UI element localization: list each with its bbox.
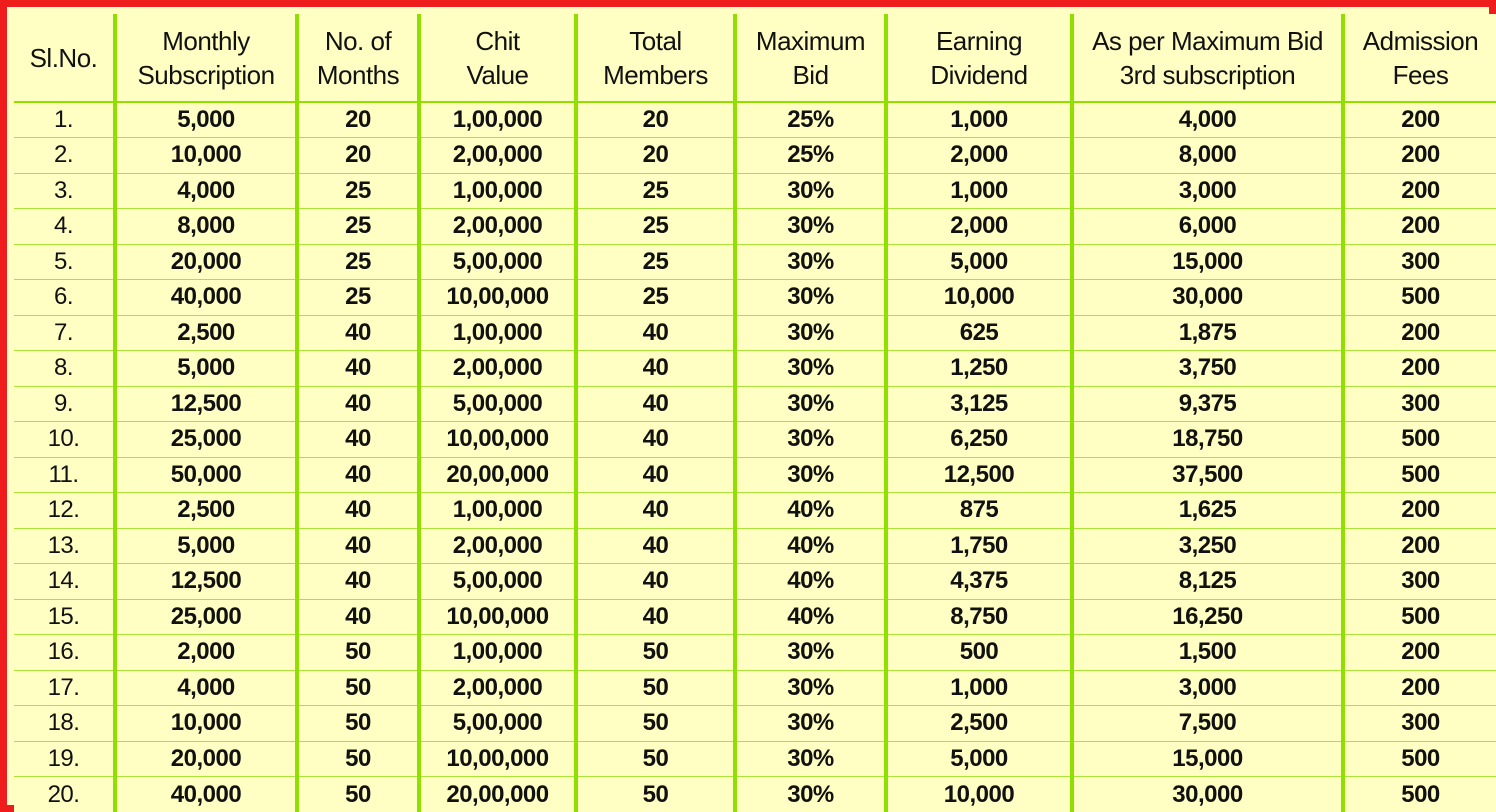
cell-total-members: 50: [576, 670, 735, 706]
table-row: [14, 386, 1496, 422]
cell-third-subscription: 1,500: [1072, 635, 1343, 671]
cell-third-subscription: 3,000: [1072, 173, 1343, 209]
cell-monthly-subscription: 25,000: [115, 422, 297, 458]
header-label: Months: [316, 59, 400, 90]
cell-no-of-months: 20: [297, 138, 419, 174]
cell-chit-value: 1,00,000: [419, 173, 576, 209]
cell-third-subscription: 16,250: [1072, 599, 1343, 635]
cell-no-of-months: 50: [297, 635, 419, 671]
header-earning-dividend: [886, 14, 1072, 102]
cell-monthly-subscription: 5,000: [115, 102, 297, 138]
cell-chit-value: 1,00,000: [419, 102, 576, 138]
table-row: [14, 173, 1496, 209]
cell-third-subscription: 3,000: [1072, 670, 1343, 706]
cell-monthly-subscription: 40,000: [115, 280, 297, 316]
cell-sl-no: 14.: [14, 564, 115, 600]
cell-maximum-bid: 40%: [735, 528, 886, 564]
cell-third-subscription: 37,500: [1072, 457, 1343, 493]
header-label: Chit: [475, 25, 520, 56]
header-no-of-months: [297, 14, 419, 102]
cell-chit-value: 20,00,000: [419, 457, 576, 493]
cell-no-of-months: 50: [297, 706, 419, 742]
cell-admission-fees: 200: [1343, 138, 1496, 174]
cell-third-subscription: 4,000: [1072, 102, 1343, 138]
cell-sl-no: 8.: [14, 351, 115, 387]
cell-third-subscription: 1,875: [1072, 315, 1343, 351]
cell-sl-no: 6.: [14, 280, 115, 316]
cell-sl-no: 1.: [14, 102, 115, 138]
header-label: Maximum: [755, 25, 866, 56]
cell-third-subscription: 30,000: [1072, 280, 1343, 316]
cell-chit-value: 5,00,000: [419, 244, 576, 280]
cell-sl-no: 19.: [14, 741, 115, 777]
cell-total-members: 50: [576, 777, 735, 812]
cell-chit-value: 20,00,000: [419, 777, 576, 812]
cell-total-members: 40: [576, 422, 735, 458]
cell-total-members: 40: [576, 351, 735, 387]
cell-third-subscription: 15,000: [1072, 244, 1343, 280]
cell-admission-fees: 200: [1343, 102, 1496, 138]
header-label: Members: [603, 59, 708, 90]
cell-sl-no: 5.: [14, 244, 115, 280]
cell-admission-fees: 200: [1343, 493, 1496, 529]
cell-admission-fees: 300: [1343, 706, 1496, 742]
cell-maximum-bid: 40%: [735, 493, 886, 529]
cell-no-of-months: 40: [297, 351, 419, 387]
cell-no-of-months: 20: [297, 102, 419, 138]
cell-admission-fees: 500: [1343, 777, 1496, 812]
cell-sl-no: 13.: [14, 528, 115, 564]
table-row: [14, 741, 1496, 777]
cell-chit-value: 2,00,000: [419, 351, 576, 387]
cell-earning-dividend: 3,125: [886, 386, 1072, 422]
cell-chit-value: 5,00,000: [419, 386, 576, 422]
header-label: 3rd subscription: [1119, 59, 1296, 90]
cell-no-of-months: 25: [297, 209, 419, 245]
cell-maximum-bid: 40%: [735, 564, 886, 600]
header-label: Sl.No.: [29, 42, 98, 73]
header-total-members: [576, 14, 735, 102]
cell-total-members: 25: [576, 173, 735, 209]
cell-maximum-bid: 30%: [735, 777, 886, 812]
header-label: Subscription: [137, 59, 275, 90]
cell-monthly-subscription: 4,000: [115, 670, 297, 706]
cell-total-members: 40: [576, 315, 735, 351]
cell-third-subscription: 8,000: [1072, 138, 1343, 174]
cell-monthly-subscription: 50,000: [115, 457, 297, 493]
cell-earning-dividend: 500: [886, 635, 1072, 671]
table-row: [14, 670, 1496, 706]
header-label: Earning: [935, 25, 1023, 56]
cell-no-of-months: 50: [297, 670, 419, 706]
cell-third-subscription: 1,625: [1072, 493, 1343, 529]
cell-earning-dividend: 1,000: [886, 102, 1072, 138]
cell-monthly-subscription: 2,500: [115, 493, 297, 529]
cell-earning-dividend: 8,750: [886, 599, 1072, 635]
cell-total-members: 40: [576, 564, 735, 600]
cell-earning-dividend: 2,000: [886, 209, 1072, 245]
cell-chit-value: 10,00,000: [419, 599, 576, 635]
cell-sl-no: 12.: [14, 493, 115, 529]
cell-chit-value: 10,00,000: [419, 280, 576, 316]
cell-maximum-bid: 30%: [735, 422, 886, 458]
cell-no-of-months: 40: [297, 599, 419, 635]
cell-monthly-subscription: 10,000: [115, 706, 297, 742]
cell-admission-fees: 500: [1343, 422, 1496, 458]
cell-maximum-bid: 30%: [735, 386, 886, 422]
cell-maximum-bid: 30%: [735, 351, 886, 387]
table-row: [14, 493, 1496, 529]
cell-chit-value: 1,00,000: [419, 493, 576, 529]
table-row: [14, 280, 1496, 316]
header-label: No. of: [324, 25, 392, 56]
cell-monthly-subscription: 25,000: [115, 599, 297, 635]
cell-sl-no: 15.: [14, 599, 115, 635]
header-monthly-subscription: [115, 14, 297, 102]
cell-chit-value: 1,00,000: [419, 315, 576, 351]
cell-admission-fees: 500: [1343, 280, 1496, 316]
cell-chit-value: 5,00,000: [419, 706, 576, 742]
cell-admission-fees: 200: [1343, 315, 1496, 351]
cell-admission-fees: 200: [1343, 528, 1496, 564]
cell-no-of-months: 50: [297, 777, 419, 812]
header-label: Total: [629, 25, 682, 56]
header-row: [14, 14, 1496, 102]
cell-total-members: 50: [576, 741, 735, 777]
cell-no-of-months: 40: [297, 528, 419, 564]
cell-monthly-subscription: 5,000: [115, 351, 297, 387]
cell-admission-fees: 200: [1343, 670, 1496, 706]
cell-earning-dividend: 4,375: [886, 564, 1072, 600]
cell-total-members: 50: [576, 635, 735, 671]
cell-earning-dividend: 10,000: [886, 280, 1072, 316]
cell-earning-dividend: 1,250: [886, 351, 1072, 387]
cell-no-of-months: 40: [297, 564, 419, 600]
cell-third-subscription: 18,750: [1072, 422, 1343, 458]
table-row: [14, 564, 1496, 600]
cell-maximum-bid: 40%: [735, 599, 886, 635]
cell-earning-dividend: 875: [886, 493, 1072, 529]
cell-admission-fees: 500: [1343, 599, 1496, 635]
cell-earning-dividend: 1,750: [886, 528, 1072, 564]
header-label: Dividend: [930, 59, 1028, 90]
cell-sl-no: 3.: [14, 173, 115, 209]
header-third-subscription: [1072, 14, 1343, 102]
cell-third-subscription: 30,000: [1072, 777, 1343, 812]
cell-total-members: 25: [576, 209, 735, 245]
cell-total-members: 50: [576, 706, 735, 742]
cell-earning-dividend: 10,000: [886, 777, 1072, 812]
cell-monthly-subscription: 5,000: [115, 528, 297, 564]
header-chit-value: [419, 14, 576, 102]
table-row: [14, 457, 1496, 493]
cell-total-members: 20: [576, 102, 735, 138]
cell-chit-value: 5,00,000: [419, 564, 576, 600]
header-label: Value: [466, 59, 529, 90]
cell-earning-dividend: 2,000: [886, 138, 1072, 174]
cell-admission-fees: 500: [1343, 741, 1496, 777]
header-maximum-bid: [735, 14, 886, 102]
cell-total-members: 40: [576, 493, 735, 529]
cell-chit-value: 2,00,000: [419, 670, 576, 706]
cell-chit-value: 2,00,000: [419, 138, 576, 174]
cell-earning-dividend: 2,500: [886, 706, 1072, 742]
cell-monthly-subscription: 4,000: [115, 173, 297, 209]
header-label: Fees: [1392, 59, 1449, 90]
cell-sl-no: 10.: [14, 422, 115, 458]
cell-no-of-months: 40: [297, 457, 419, 493]
cell-third-subscription: 9,375: [1072, 386, 1343, 422]
cell-admission-fees: 500: [1343, 457, 1496, 493]
cell-chit-value: 1,00,000: [419, 635, 576, 671]
cell-maximum-bid: 30%: [735, 244, 886, 280]
cell-monthly-subscription: 8,000: [115, 209, 297, 245]
cell-earning-dividend: 625: [886, 315, 1072, 351]
cell-admission-fees: 200: [1343, 635, 1496, 671]
cell-maximum-bid: 30%: [735, 635, 886, 671]
cell-sl-no: 11.: [14, 457, 115, 493]
cell-total-members: 25: [576, 244, 735, 280]
cell-third-subscription: 3,750: [1072, 351, 1343, 387]
cell-maximum-bid: 25%: [735, 102, 886, 138]
chit-schemes-table: [14, 14, 1496, 812]
cell-maximum-bid: 30%: [735, 670, 886, 706]
cell-maximum-bid: 30%: [735, 209, 886, 245]
cell-chit-value: 10,00,000: [419, 741, 576, 777]
cell-chit-value: 2,00,000: [419, 209, 576, 245]
cell-total-members: 40: [576, 457, 735, 493]
cell-monthly-subscription: 12,500: [115, 386, 297, 422]
cell-third-subscription: 7,500: [1072, 706, 1343, 742]
cell-total-members: 20: [576, 138, 735, 174]
cell-sl-no: 17.: [14, 670, 115, 706]
cell-chit-value: 2,00,000: [419, 528, 576, 564]
cell-sl-no: 2.: [14, 138, 115, 174]
cell-no-of-months: 40: [297, 493, 419, 529]
cell-third-subscription: 6,000: [1072, 209, 1343, 245]
cell-monthly-subscription: 40,000: [115, 777, 297, 812]
cell-maximum-bid: 30%: [735, 173, 886, 209]
table-row: [14, 706, 1496, 742]
cell-monthly-subscription: 2,500: [115, 315, 297, 351]
cell-sl-no: 4.: [14, 209, 115, 245]
cell-monthly-subscription: 2,000: [115, 635, 297, 671]
cell-total-members: 40: [576, 386, 735, 422]
cell-admission-fees: 300: [1343, 386, 1496, 422]
cell-third-subscription: 8,125: [1072, 564, 1343, 600]
cell-earning-dividend: 1,000: [886, 173, 1072, 209]
cell-sl-no: 18.: [14, 706, 115, 742]
cell-earning-dividend: 5,000: [886, 244, 1072, 280]
cell-monthly-subscription: 12,500: [115, 564, 297, 600]
cell-no-of-months: 25: [297, 280, 419, 316]
cell-admission-fees: 200: [1343, 351, 1496, 387]
cell-no-of-months: 40: [297, 315, 419, 351]
cell-no-of-months: 25: [297, 173, 419, 209]
table-row: [14, 635, 1496, 671]
cell-admission-fees: 200: [1343, 173, 1496, 209]
header-label: As per Maximum Bid: [1092, 25, 1323, 56]
cell-no-of-months: 40: [297, 422, 419, 458]
table-row: [14, 599, 1496, 635]
cell-no-of-months: 40: [297, 386, 419, 422]
cell-monthly-subscription: 20,000: [115, 741, 297, 777]
cell-earning-dividend: 12,500: [886, 457, 1072, 493]
table-row: [14, 209, 1496, 245]
header-label: Bid: [792, 59, 829, 90]
cell-earning-dividend: 1,000: [886, 670, 1072, 706]
cell-earning-dividend: 5,000: [886, 741, 1072, 777]
cell-maximum-bid: 30%: [735, 280, 886, 316]
cell-maximum-bid: 30%: [735, 457, 886, 493]
cell-sl-no: 9.: [14, 386, 115, 422]
cell-total-members: 40: [576, 528, 735, 564]
cell-maximum-bid: 30%: [735, 315, 886, 351]
cell-admission-fees: 300: [1343, 564, 1496, 600]
table-row: [14, 102, 1496, 138]
table-row: [14, 244, 1496, 280]
cell-maximum-bid: 30%: [735, 741, 886, 777]
cell-no-of-months: 25: [297, 244, 419, 280]
table-row: [14, 138, 1496, 174]
table-row: [14, 315, 1496, 351]
table-row: [14, 777, 1496, 812]
header-admission-fees: [1343, 14, 1496, 102]
cell-sl-no: 20.: [14, 777, 115, 812]
cell-admission-fees: 200: [1343, 209, 1496, 245]
cell-third-subscription: 3,250: [1072, 528, 1343, 564]
cell-total-members: 25: [576, 280, 735, 316]
table-row: [14, 528, 1496, 564]
cell-maximum-bid: 30%: [735, 706, 886, 742]
cell-third-subscription: 15,000: [1072, 741, 1343, 777]
cell-chit-value: 10,00,000: [419, 422, 576, 458]
cell-sl-no: 7.: [14, 315, 115, 351]
table-body: [14, 102, 1496, 812]
table-row: [14, 351, 1496, 387]
header-sl-no: [14, 14, 115, 102]
cell-no-of-months: 50: [297, 741, 419, 777]
header-label: Admission: [1362, 25, 1479, 56]
cell-monthly-subscription: 20,000: [115, 244, 297, 280]
cell-monthly-subscription: 10,000: [115, 138, 297, 174]
cell-sl-no: 16.: [14, 635, 115, 671]
cell-admission-fees: 300: [1343, 244, 1496, 280]
table-row: [14, 422, 1496, 458]
cell-total-members: 40: [576, 599, 735, 635]
cell-earning-dividend: 6,250: [886, 422, 1072, 458]
header-label: Monthly: [162, 25, 250, 56]
cell-maximum-bid: 25%: [735, 138, 886, 174]
